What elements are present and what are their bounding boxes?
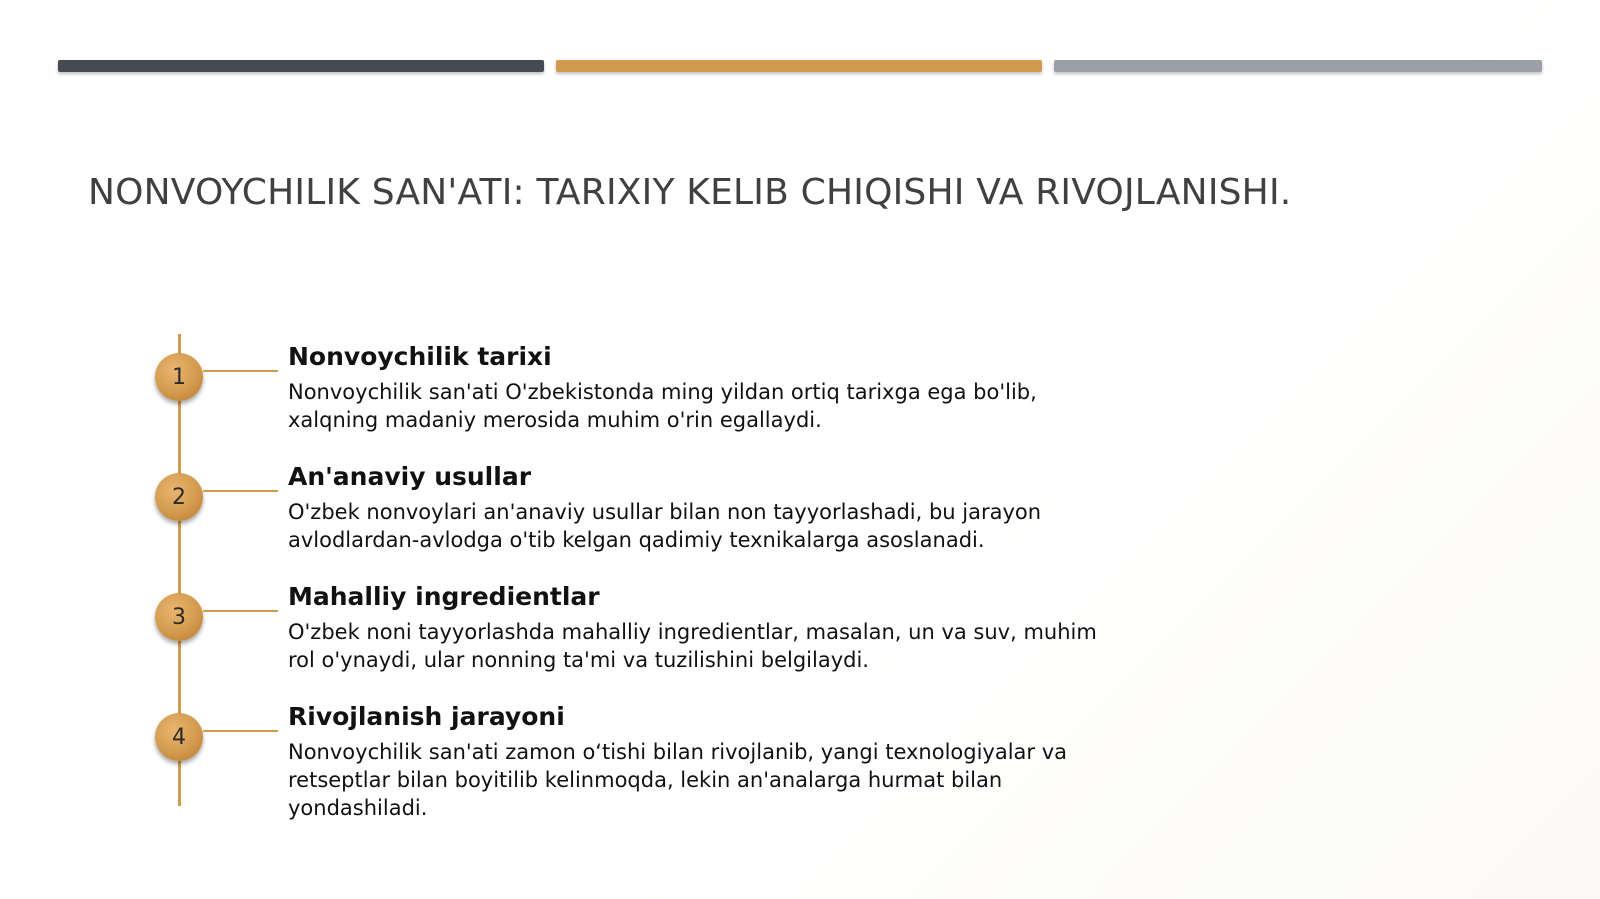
slide-title: NONVOYCHILIK SAN'ATI: TARIXIY KELIB CHIQISHI VA RIVOJLANISHI. [88, 172, 1292, 213]
step-connector [203, 610, 278, 612]
step-connector [203, 490, 278, 492]
step-description: Nonvoychilik san'ati O'zbekistonda ming yildan ortiq tarixga ega bo'lib, xalqning madaniy merosida muhim o'rin egallaydi. [288, 380, 1037, 432]
step-heading: Nonvoychilik tarixi [288, 342, 552, 371]
step-heading: Rivojlanish jarayoni [288, 702, 565, 731]
step-description: O'zbek nonvoylari an'anaviy usullar bilan non tayyorlashadi, bu jarayon avlodlardan-avlodga o'tib kelgan qadimiy texnikalarga asoslanadi. [288, 500, 1042, 552]
step-description: Nonvoychilik san'ati zamon o‘tishi bilan rivojlanib, yangi texnologiyalar va retseptlar bilan boyitilib kelinmoqda, lekin an'analarga hurmat bilan yondashiladi. [288, 740, 1068, 820]
step-number-circle: 1 [155, 353, 203, 401]
step-number-circle: 3 [155, 593, 203, 641]
top-bar-gray [1054, 60, 1542, 72]
step-heading: Mahalliy ingredientlar [288, 582, 600, 611]
step-number-circle: 2 [155, 473, 203, 521]
top-bar-gold [556, 60, 1042, 72]
step-description: O'zbek noni tayyorlashda mahalliy ingredientlar, masalan, un va suv, muhim rol o'ynaydi, ular nonning ta'mi va tuzilishini belgilaydi. [288, 620, 1097, 672]
step-connector [203, 730, 278, 732]
step-connector [203, 370, 278, 372]
step-heading: An'anaviy usullar [288, 462, 532, 491]
step-number-circle: 4 [155, 713, 203, 761]
top-bar-dark [58, 60, 544, 72]
